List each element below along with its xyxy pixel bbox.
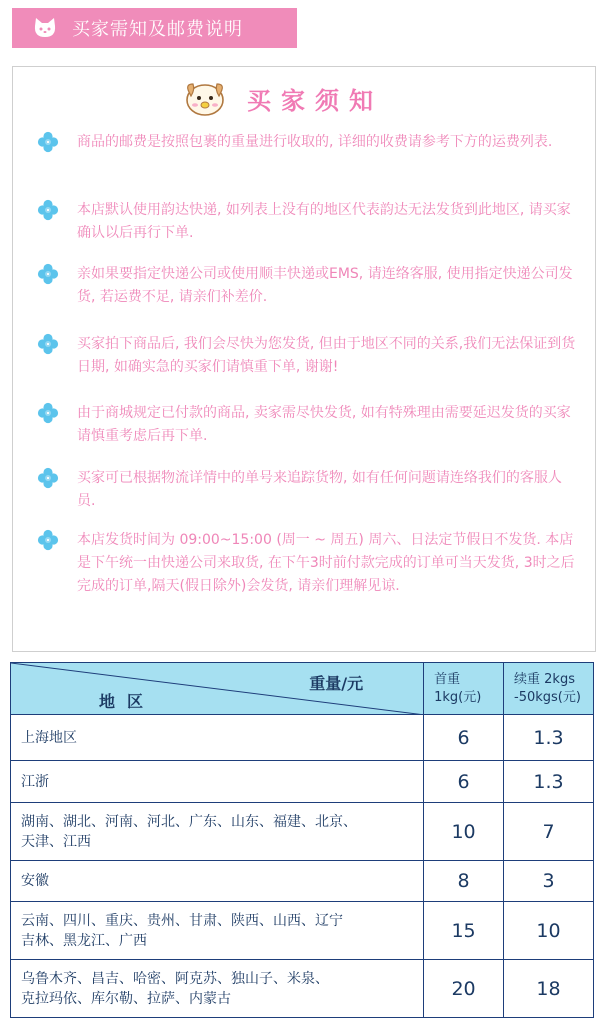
- table-row: [11, 861, 594, 902]
- extra-weight-cell: 3: [504, 861, 594, 902]
- extra-weight-cell: 10: [504, 902, 594, 960]
- extra-weight-cell: 1.3: [504, 715, 594, 761]
- table-row: [11, 803, 594, 861]
- extra-weight-cell: 18: [504, 960, 594, 1018]
- notice-item-text: 本店默认使用韵达快递, 如列表上没有的地区代表韵达无法发货到此地区, 请买家确认以后再行下单.: [77, 202, 571, 241]
- notice-title: 买家须知: [247, 85, 383, 115]
- table-row: [11, 715, 594, 761]
- region-cell: 江浙: [11, 761, 424, 803]
- notice-item-text: 商品的邮费是按照包裹的重量进行收取的, 详细的收费请参考下方的运费列表.: [77, 134, 553, 150]
- section-banner: [12, 8, 297, 48]
- clover-icon: [37, 529, 59, 551]
- buyer-notice-panel: [12, 66, 596, 652]
- header-extra-weight: 续重 2kgs -50kgs(元): [504, 663, 594, 715]
- notice-item-text: 由于商城规定已付款的商品, 卖家需尽快发货, 如有特殊理由需要延迟发货的买家请慎重考虑后再下单.: [77, 405, 571, 444]
- notice-item: [37, 263, 577, 309]
- extra-weight-cell: 7: [504, 803, 594, 861]
- notice-item: [37, 467, 577, 513]
- table-row: [11, 902, 594, 960]
- clover-icon: [37, 467, 59, 489]
- notice-item: [37, 402, 577, 448]
- notice-item-text: 买家可已根据物流详情中的单号来追踪货物, 如有任何问题请连络我们的客服人员.: [77, 470, 562, 509]
- notice-item: [37, 199, 577, 245]
- region-cell: 乌鲁木齐、昌吉、哈密、阿克苏、独山子、米泉、 克拉玛依、库尔勒、拉萨、内蒙古: [11, 960, 424, 1018]
- extra-weight-cell: 1.3: [504, 761, 594, 803]
- first-weight-cell: 6: [424, 761, 504, 803]
- header-area-label: 地区: [99, 692, 156, 711]
- region-cell: 上海地区: [11, 715, 424, 761]
- header-first-weight: 首重 1kg(元): [424, 663, 504, 715]
- notice-item-text: 买家拍下商品后, 我们会尽快为您发货, 但由于地区不同的关系,我们无法保证到货日期, 如确实急的买家们请慎重下单, 谢谢!: [77, 336, 576, 375]
- table-header-row: [11, 663, 594, 715]
- banner-title: 买家需知及邮费说明: [72, 19, 243, 40]
- shipping-fee-table: [10, 662, 594, 1018]
- region-cell: 湖南、湖北、河南、河北、广东、山东、福建、北京、 天津、江西: [11, 803, 424, 861]
- notice-item-text: 亲如果要指定快递公司或使用顺丰快递或EMS, 请连络客服, 使用指定快递公司发货, 若运费不足, 请亲们补差价.: [77, 266, 573, 305]
- clover-icon: [37, 333, 59, 355]
- header-weight-label: 重量/元: [309, 674, 364, 693]
- clover-icon: [37, 131, 59, 153]
- table-row: [11, 761, 594, 803]
- first-weight-cell: 6: [424, 715, 504, 761]
- first-weight-cell: 20: [424, 960, 504, 1018]
- notice-item-text: 本店发货时间为 09:00~15:00 (周一 ~ 周五) 周六、日法定节假日不发货. 本店是下午统一由快递公司来取货, 在下午3时前付款完成的订单可当天发货, 3时之后完成的订单,隔天(假日除外)会发货, 请亲们理解见谅.: [77, 532, 575, 594]
- clover-icon: [37, 263, 59, 285]
- notice-item: [37, 333, 577, 379]
- first-weight-cell: 8: [424, 861, 504, 902]
- first-weight-cell: 10: [424, 803, 504, 861]
- table-row: [11, 960, 594, 1018]
- puppy-face-icon: [183, 78, 227, 118]
- region-cell: 安徽: [11, 861, 424, 902]
- first-weight-cell: 15: [424, 902, 504, 960]
- clover-icon: [37, 402, 59, 424]
- notice-heading: [183, 75, 383, 121]
- clover-icon: [37, 199, 59, 221]
- notice-item: [37, 131, 577, 154]
- header-region-weight: [11, 663, 424, 715]
- region-cell: 云南、四川、重庆、贵州、甘肃、陕西、山西、辽宁 吉林、黑龙江、广西: [11, 902, 424, 960]
- cat-face-icon: [32, 17, 58, 39]
- notice-item: [37, 529, 577, 598]
